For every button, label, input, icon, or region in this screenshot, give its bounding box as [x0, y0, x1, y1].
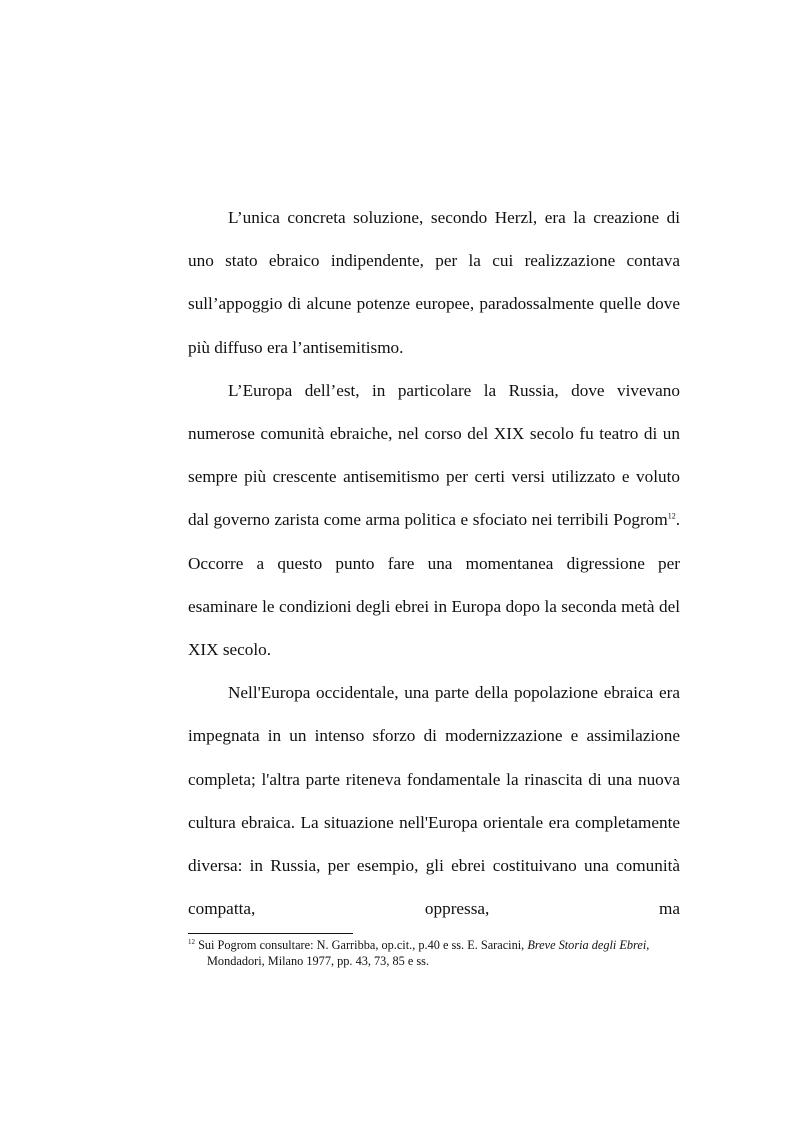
- paragraph-western-europe: [188, 671, 680, 930]
- paragraph-herzl-solution: [188, 196, 680, 369]
- footnote-divider: [188, 933, 353, 934]
- footnote-book-title: Breve Storia degli Ebrei: [527, 938, 647, 952]
- paragraph-eastern-europe: [188, 369, 680, 671]
- body-text: [188, 196, 680, 930]
- footnote-number: 12: [188, 937, 195, 946]
- paragraph-text-after-note: . Occorre a questo punto fare una momentanea digressione per esaminare le condizioni degli ebrei in Europa dopo la seconda metà del XIX secolo.: [188, 510, 680, 660]
- paragraph-text-before-note: L’Europa dell’est, in particolare la Russia, dove vivevano numerose comunità ebraiche, nel corso del XIX secolo fu teatro di un sempre più crescente antisemitismo per certi versi utilizzato e voluto dal governo zarista come arma politica e sfociato nei terribili Pogrom: [188, 380, 680, 530]
- footnote-reference[interactable]: 12: [667, 511, 676, 521]
- paragraph-text: Nell'Europa occidentale, una parte della popolazione ebraica era impegnata in un intenso sforzo di modernizzazione e assimilazione completa; l'altra parte riteneva fondamentale la rinascita di una nuova cultura ebraica. La situazione nell'Europa orientale era completamente diversa: in Russia, per esempio, gli ebrei costituivano una comunità compatta, oppressa, ma: [188, 683, 680, 919]
- footnote-text-before-title: Sui Pogrom consultare: N. Garribba, op.cit., p.40 e ss. E. Saracini,: [195, 938, 528, 952]
- paragraph-text: L’unica concreta soluzione, secondo Herzl, era la creazione di uno stato ebraico indipendente, per la cui realizzazione contava sull’appoggio di alcune potenze europee, paradossalmente quelle dove più diffuso era l’antisemitismo.: [188, 208, 680, 357]
- footnote: [188, 938, 699, 969]
- footnote-text-after-title: , Mondadori, Milano 1977, pp. 43, 73, 85 e ss.: [207, 938, 650, 968]
